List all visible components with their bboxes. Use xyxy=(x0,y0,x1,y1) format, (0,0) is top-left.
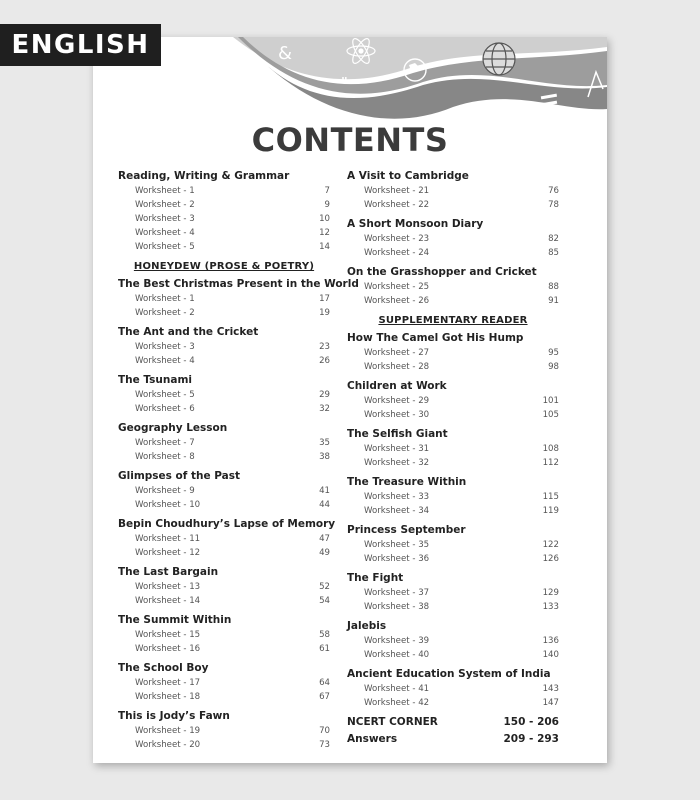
worksheet-label: Worksheet - 21 xyxy=(364,186,430,196)
worksheet-label: Worksheet - 30 xyxy=(364,410,430,420)
worksheet-label: Worksheet - 10 xyxy=(135,500,201,510)
worksheet-label: Worksheet - 28 xyxy=(364,362,430,372)
worksheet-row xyxy=(347,456,559,470)
worksheet-page: 129 xyxy=(542,588,559,598)
worksheet-page: 41 xyxy=(319,486,330,496)
worksheet-label: Worksheet - 16 xyxy=(135,644,201,654)
chapter-title: Glimpses of the Past xyxy=(118,470,241,482)
worksheet-row xyxy=(347,442,559,456)
worksheet-page: 32 xyxy=(319,404,330,414)
worksheet-label: Worksheet - 24 xyxy=(364,248,430,258)
worksheet-page: 85 xyxy=(548,248,559,258)
chapter-section xyxy=(118,612,330,656)
chapter-title: The Last Bargain xyxy=(118,566,219,578)
worksheet-page: 23 xyxy=(319,342,330,352)
worksheet-row xyxy=(118,402,330,416)
worksheet-row xyxy=(347,586,559,600)
worksheet-label: Worksheet - 2 xyxy=(135,200,195,210)
worksheet-label: Worksheet - 8 xyxy=(135,452,195,462)
page-title: CONTENTS xyxy=(251,121,449,159)
worksheet-page: 29 xyxy=(319,390,330,400)
chapter-section xyxy=(347,618,559,662)
worksheet-page: 10 xyxy=(319,214,330,224)
worksheet-row xyxy=(118,240,330,254)
worksheet-page: 98 xyxy=(548,362,559,372)
worksheet-page: 108 xyxy=(542,444,559,454)
worksheet-label: Worksheet - 3 xyxy=(135,342,195,352)
chapter-section xyxy=(118,168,330,254)
worksheet-row xyxy=(347,246,559,260)
worksheet-row xyxy=(347,346,559,360)
chapter-title: Ancient Education System of India xyxy=(347,668,551,680)
worksheet-label: Worksheet - 4 xyxy=(135,356,195,366)
worksheet-page: 126 xyxy=(542,554,559,564)
summary-label: NCERT CORNER xyxy=(347,716,438,728)
worksheet-row xyxy=(347,294,559,308)
worksheet-label: Worksheet - 3 xyxy=(135,214,195,224)
worksheet-row xyxy=(347,490,559,504)
worksheet-page: 78 xyxy=(548,200,559,210)
chapter-title: Children at Work xyxy=(347,380,447,392)
worksheet-row xyxy=(347,280,559,294)
ampersand-icon: & xyxy=(278,43,293,64)
summary-label: Answers xyxy=(347,733,398,745)
worksheet-page: 76 xyxy=(548,186,559,196)
chapter-section xyxy=(118,468,330,512)
chapter-title: The Fight xyxy=(347,572,404,584)
worksheet-label: Worksheet - 32 xyxy=(364,458,430,468)
worksheet-row xyxy=(347,538,559,552)
worksheet-row xyxy=(347,552,559,566)
worksheet-row xyxy=(347,198,559,212)
worksheet-label: Worksheet - 1 xyxy=(135,186,195,196)
chapter-section xyxy=(347,168,559,212)
chapter-section xyxy=(118,420,330,464)
worksheet-row xyxy=(118,724,330,738)
worksheet-page: 91 xyxy=(548,296,559,306)
worksheet-row xyxy=(347,360,559,374)
worksheet-page: 35 xyxy=(319,438,330,448)
summary-row xyxy=(347,731,559,748)
worksheet-page: 38 xyxy=(319,452,330,462)
chapter-section xyxy=(347,522,559,566)
chapter-section xyxy=(118,708,330,752)
quote-icon: " xyxy=(341,76,348,91)
worksheet-page: 119 xyxy=(542,506,559,516)
worksheet-row xyxy=(118,450,330,464)
worksheet-page: 47 xyxy=(319,534,330,544)
chapter-title: The Tsunami xyxy=(118,374,193,386)
worksheet-row xyxy=(118,738,330,752)
worksheet-page: 61 xyxy=(319,644,330,654)
worksheet-page: 58 xyxy=(319,630,330,640)
worksheet-page: 82 xyxy=(548,234,559,244)
worksheet-page: 26 xyxy=(319,356,330,366)
worksheet-page: 122 xyxy=(542,540,559,550)
worksheet-label: Worksheet - 17 xyxy=(135,678,201,688)
worksheet-row xyxy=(118,532,330,546)
worksheet-page: 112 xyxy=(542,458,559,468)
worksheet-page: 14 xyxy=(319,242,330,252)
worksheet-row xyxy=(347,232,559,246)
worksheet-label: Worksheet - 37 xyxy=(364,588,430,598)
worksheet-label: Worksheet - 6 xyxy=(135,404,195,414)
worksheet-label: Worksheet - 41 xyxy=(364,684,430,694)
worksheet-label: Worksheet - 25 xyxy=(364,282,430,292)
worksheet-label: Worksheet - 5 xyxy=(135,390,195,400)
section-heading: HONEYDEW (PROSE & POETRY) xyxy=(133,261,315,272)
chapter-title: The School Boy xyxy=(118,662,209,674)
worksheet-row xyxy=(118,354,330,368)
contents-page xyxy=(93,37,607,763)
worksheet-label: Worksheet - 14 xyxy=(135,596,201,606)
language-badge: ENGLISH xyxy=(0,24,161,66)
worksheet-page: 136 xyxy=(542,636,559,646)
chapter-section xyxy=(118,660,330,704)
worksheet-label: Worksheet - 26 xyxy=(364,296,430,306)
worksheet-page: 44 xyxy=(319,500,330,510)
worksheet-page: 140 xyxy=(542,650,559,660)
worksheet-label: Worksheet - 1 xyxy=(135,294,195,304)
worksheet-page: 101 xyxy=(542,396,559,406)
worksheet-row xyxy=(347,682,559,696)
worksheet-label: Worksheet - 42 xyxy=(364,698,430,708)
worksheet-label: Worksheet - 36 xyxy=(364,554,430,564)
chapter-title: On the Grasshopper and Cricket xyxy=(347,266,537,278)
worksheet-label: Worksheet - 38 xyxy=(364,602,430,612)
globe-icon xyxy=(483,43,515,75)
chapter-section xyxy=(347,570,559,614)
summary-pages: 209 - 293 xyxy=(503,733,559,745)
worksheet-page: 7 xyxy=(324,186,330,196)
worksheet-page: 19 xyxy=(319,308,330,318)
chapter-title: The Treasure Within xyxy=(347,476,467,488)
chapter-title: This is Jody’s Fawn xyxy=(118,710,230,722)
chapter-section xyxy=(118,372,330,416)
chapter-title: How The Camel Got His Hump xyxy=(347,332,524,344)
summary-row xyxy=(347,714,559,731)
worksheet-row xyxy=(118,594,330,608)
worksheet-page: 52 xyxy=(319,582,330,592)
chapter-section xyxy=(347,426,559,470)
worksheet-row xyxy=(347,184,559,198)
worksheet-row xyxy=(118,212,330,226)
worksheet-page: 133 xyxy=(542,602,559,612)
worksheet-label: Worksheet - 5 xyxy=(135,242,195,252)
worksheet-row xyxy=(347,600,559,614)
worksheet-label: Worksheet - 35 xyxy=(364,540,430,550)
worksheet-label: Worksheet - 12 xyxy=(135,548,201,558)
worksheet-page: 143 xyxy=(542,684,559,694)
worksheet-label: Worksheet - 19 xyxy=(135,726,201,736)
worksheet-page: 54 xyxy=(319,596,330,606)
worksheet-label: Worksheet - 9 xyxy=(135,486,195,496)
worksheet-row xyxy=(118,580,330,594)
chapter-section xyxy=(347,216,559,260)
worksheet-page: 73 xyxy=(319,740,330,750)
chapter-section xyxy=(347,264,559,308)
chapter-section xyxy=(118,324,330,368)
worksheet-row xyxy=(118,292,330,306)
worksheet-page: 64 xyxy=(319,678,330,688)
worksheet-row xyxy=(118,676,330,690)
summary-pages: 150 - 206 xyxy=(503,716,559,728)
worksheet-label: Worksheet - 13 xyxy=(135,582,201,592)
header-wave-decoration xyxy=(93,37,607,127)
worksheet-page: 70 xyxy=(319,726,330,736)
chapter-title: The Ant and the Cricket xyxy=(118,326,259,338)
worksheet-row xyxy=(118,628,330,642)
worksheet-row xyxy=(118,198,330,212)
worksheet-row xyxy=(118,226,330,240)
worksheet-page: 67 xyxy=(319,692,330,702)
worksheet-row xyxy=(118,642,330,656)
worksheet-page: 105 xyxy=(542,410,559,420)
worksheet-label: Worksheet - 22 xyxy=(364,200,430,210)
toc-right-column xyxy=(347,168,559,748)
worksheet-row xyxy=(347,408,559,422)
worksheet-row xyxy=(347,634,559,648)
worksheet-row xyxy=(118,546,330,560)
worksheet-row xyxy=(118,436,330,450)
worksheet-label: Worksheet - 2 xyxy=(135,308,195,318)
worksheet-row xyxy=(118,388,330,402)
worksheet-page: 115 xyxy=(542,492,559,502)
worksheet-label: Worksheet - 18 xyxy=(135,692,201,702)
worksheet-label: Worksheet - 31 xyxy=(364,444,430,454)
worksheet-page: 147 xyxy=(542,698,559,708)
worksheet-page: 12 xyxy=(319,228,330,238)
worksheet-label: Worksheet - 20 xyxy=(135,740,201,750)
worksheet-label: Worksheet - 39 xyxy=(364,636,430,646)
worksheet-page: 88 xyxy=(548,282,559,292)
worksheet-label: Worksheet - 40 xyxy=(364,650,430,660)
worksheet-row xyxy=(118,498,330,512)
worksheet-label: Worksheet - 33 xyxy=(364,492,430,502)
chapter-section xyxy=(347,666,559,710)
worksheet-row xyxy=(118,306,330,320)
chapter-section xyxy=(347,378,559,422)
chapter-section xyxy=(347,474,559,518)
worksheet-page: 17 xyxy=(319,294,330,304)
worksheet-label: Worksheet - 15 xyxy=(135,630,201,640)
chapter-title: A Short Monsoon Diary xyxy=(347,218,484,230)
toc-left-column xyxy=(118,168,359,756)
worksheet-page: 49 xyxy=(319,548,330,558)
chapter-title: The Summit Within xyxy=(118,614,232,626)
worksheet-label: Worksheet - 4 xyxy=(135,228,195,238)
chapter-section xyxy=(118,564,330,608)
chapter-title: A Visit to Cambridge xyxy=(347,170,469,182)
chapter-title: Jalebis xyxy=(347,620,387,632)
chapter-section xyxy=(118,516,336,560)
worksheet-row xyxy=(347,696,559,710)
worksheet-row xyxy=(118,690,330,704)
chapter-title: Bepin Choudhury’s Lapse of Memory xyxy=(118,518,336,530)
chapter-section xyxy=(347,330,559,374)
section-heading: SUPPLEMENTARY READER xyxy=(378,315,528,326)
worksheet-label: Worksheet - 7 xyxy=(135,438,195,448)
worksheet-label: Worksheet - 29 xyxy=(364,396,430,406)
worksheet-page: 95 xyxy=(548,348,559,358)
worksheet-row xyxy=(347,648,559,662)
worksheet-label: Worksheet - 34 xyxy=(364,506,430,516)
chapter-title: The Best Christmas Present in the World xyxy=(118,278,359,290)
worksheet-row xyxy=(118,340,330,354)
worksheet-row xyxy=(118,484,330,498)
chapter-section xyxy=(118,276,359,320)
chapter-title: Princess September xyxy=(347,524,466,536)
worksheet-label: Worksheet - 11 xyxy=(135,534,201,544)
worksheet-page: 9 xyxy=(324,200,330,210)
chapter-title: Geography Lesson xyxy=(118,422,228,434)
chapter-title: Reading, Writing & Grammar xyxy=(118,170,290,182)
chapter-title: The Selfish Giant xyxy=(347,428,448,440)
worksheet-row xyxy=(347,504,559,518)
worksheet-label: Worksheet - 27 xyxy=(364,348,430,358)
worksheet-label: Worksheet - 23 xyxy=(364,234,430,244)
worksheet-row xyxy=(118,184,330,198)
worksheet-row xyxy=(347,394,559,408)
